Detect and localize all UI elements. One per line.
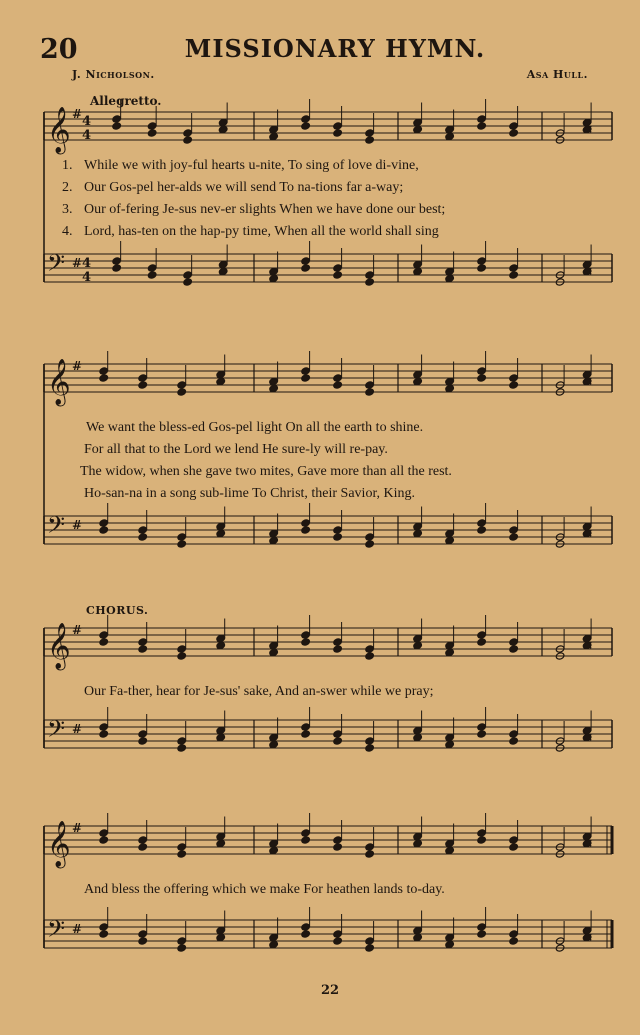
note-head (177, 944, 187, 952)
note-head (413, 832, 423, 840)
note-head (218, 267, 228, 275)
key-sharp-icon: # (72, 107, 83, 121)
note-head (216, 370, 226, 378)
note-head (138, 937, 148, 945)
note-head (99, 631, 109, 639)
note-head (269, 839, 279, 847)
note-head (99, 930, 109, 938)
key-sharp-icon: # (72, 623, 83, 637)
note-head (216, 926, 226, 934)
note-head (445, 377, 455, 385)
note-head (413, 926, 423, 934)
note-head (365, 843, 375, 851)
footer-page-number: 22 (320, 983, 340, 998)
bass-clef-icon: 𝄢 (47, 915, 66, 948)
note-head (99, 519, 109, 527)
bass-clef-icon: 𝄢 (47, 249, 66, 282)
note-head (365, 278, 375, 286)
verse-line-1: 1. While we with joy-ful hearts u-nite, To sing of love di-vine, (62, 158, 419, 173)
verse-line-1-cont: We want the bless-ed Gos-pel light On all the earth to shine. (86, 420, 424, 435)
note-head (333, 129, 343, 137)
note-head (365, 937, 375, 945)
tempo-marking: Allegretto. (90, 94, 162, 108)
note-head (216, 733, 226, 741)
note-head (365, 850, 375, 858)
note-head (216, 529, 226, 537)
key-sharp-icon: # (72, 518, 83, 532)
note-head (509, 271, 519, 279)
note-head (269, 641, 279, 649)
note-head (183, 271, 193, 279)
note-head (177, 388, 187, 396)
note-head (365, 645, 375, 653)
note-head (177, 850, 187, 858)
key-sharp-icon: # (72, 722, 83, 736)
note-head (301, 526, 311, 534)
note-head (147, 271, 157, 279)
note-head (413, 370, 423, 378)
note-head (413, 118, 423, 126)
note-head (413, 733, 423, 741)
note-head (99, 638, 109, 646)
note-head (218, 118, 228, 126)
note-head (365, 129, 375, 137)
note-head (509, 737, 519, 745)
note-head (177, 843, 187, 851)
note-head (138, 843, 148, 851)
note-head (333, 937, 343, 945)
note-head (333, 526, 343, 534)
note-head (138, 638, 148, 646)
note-head (138, 381, 148, 389)
note-head (477, 257, 487, 265)
note-head (99, 374, 109, 382)
note-head (333, 533, 343, 541)
note-head (413, 522, 423, 530)
note-head (333, 381, 343, 389)
note-head (477, 526, 487, 534)
note-head (269, 529, 279, 537)
chorus-line-1: Our Fa-ther, hear for Je-sus' sake, And an-swer while we pray; (84, 684, 434, 699)
note-head (269, 933, 279, 941)
note-head (477, 122, 487, 130)
note-head (477, 519, 487, 527)
note-head (112, 264, 122, 272)
chorus-line-2: And bless the offering which we make For heathen lands to-day. (84, 882, 445, 897)
note-head (445, 740, 455, 748)
note-head (177, 381, 187, 389)
note-head (509, 526, 519, 534)
note-head (477, 631, 487, 639)
note-head (218, 260, 228, 268)
note-head (301, 836, 311, 844)
note-head (301, 930, 311, 938)
verse-line-4-cont: Ho-san-na in a song sub-lime To Christ, their Savior, King. (84, 486, 416, 501)
note-head (216, 522, 226, 530)
note-head (301, 829, 311, 837)
treble-clef-icon: 𝄞 (47, 359, 71, 405)
note-head (509, 374, 519, 382)
note-head (138, 533, 148, 541)
note-head (445, 274, 455, 282)
note-head (301, 264, 311, 272)
note-head (445, 940, 455, 948)
verse-line-3: 3. Our of-fering Je-sus nev-er slights When we have done our best; (62, 202, 446, 217)
time-sig-bottom: 4 (82, 270, 92, 285)
note-head (138, 836, 148, 844)
verse-line-2-cont: For all that to the Lord we lend He sure-ly will re-pay. (84, 442, 388, 457)
note-head (177, 652, 187, 660)
note-head (477, 638, 487, 646)
bass-clef-icon: 𝄢 (47, 715, 66, 748)
note-head (445, 641, 455, 649)
note-head (177, 540, 187, 548)
note-head (365, 652, 375, 660)
treble-clef-icon: 𝄞 (47, 107, 71, 153)
note-head (477, 367, 487, 375)
note-head (445, 839, 455, 847)
rest-icon: × (583, 526, 594, 540)
note-head (445, 733, 455, 741)
note-head (177, 737, 187, 745)
note-head (269, 940, 279, 948)
chorus-label: CHORUS. (86, 604, 149, 617)
note-head (477, 836, 487, 844)
note-head (477, 829, 487, 837)
note-head (99, 367, 109, 375)
note-head (99, 730, 109, 738)
note-head (269, 274, 279, 282)
note-head (365, 944, 375, 952)
note-head (269, 384, 279, 392)
note-head (477, 264, 487, 272)
note-head (99, 723, 109, 731)
note-head (333, 930, 343, 938)
note-head (269, 125, 279, 133)
note-head (445, 648, 455, 656)
note-head (177, 645, 187, 653)
note-head (112, 122, 122, 130)
note-head (413, 267, 423, 275)
note-head (413, 726, 423, 734)
time-sig-top: 4 (82, 114, 92, 129)
note-head (269, 377, 279, 385)
note-head (301, 115, 311, 123)
note-head (138, 645, 148, 653)
note-head (301, 730, 311, 738)
note-head (99, 526, 109, 534)
note-head (477, 723, 487, 731)
verse-line-4: 4. Lord, has-ten on the hap-py time, When all the world shall sing (62, 224, 439, 239)
note-head (216, 726, 226, 734)
rest-icon: × (583, 374, 594, 388)
note-head (365, 533, 375, 541)
note-head (301, 638, 311, 646)
note-head (138, 730, 148, 738)
note-head (509, 730, 519, 738)
note-head (269, 648, 279, 656)
rest-icon: × (583, 930, 594, 944)
note-head (445, 846, 455, 854)
note-head (147, 129, 157, 137)
treble-clef-icon: 𝄞 (47, 821, 71, 867)
note-head (177, 744, 187, 752)
note-head (509, 381, 519, 389)
bass-clef-icon: 𝄢 (47, 511, 66, 544)
note-head (333, 122, 343, 130)
note-head (509, 129, 519, 137)
rest-icon: × (583, 730, 594, 744)
note-head (301, 923, 311, 931)
note-head (445, 933, 455, 941)
note-head (301, 631, 311, 639)
note-head (413, 260, 423, 268)
note-head (99, 829, 109, 837)
note-head (269, 733, 279, 741)
note-head (509, 836, 519, 844)
note-head (216, 933, 226, 941)
note-head (99, 836, 109, 844)
note-head (183, 129, 193, 137)
note-head (301, 723, 311, 731)
note-head (477, 730, 487, 738)
note-head (365, 136, 375, 144)
rest-icon: × (583, 264, 594, 278)
note-head (509, 645, 519, 653)
note-head (333, 843, 343, 851)
note-head (138, 737, 148, 745)
note-head (509, 638, 519, 646)
treble-clef-icon: 𝄞 (47, 623, 71, 669)
note-head (365, 744, 375, 752)
key-sharp-icon: # (72, 256, 83, 270)
note-head (509, 937, 519, 945)
note-head (216, 641, 226, 649)
note-head (413, 529, 423, 537)
note-head (138, 930, 148, 938)
note-head (333, 271, 343, 279)
note-head (269, 846, 279, 854)
note-head (177, 533, 187, 541)
note-head (147, 264, 157, 272)
note-head (509, 122, 519, 130)
note-head (365, 388, 375, 396)
note-head (365, 271, 375, 279)
note-head (301, 374, 311, 382)
note-head (301, 122, 311, 130)
note-head (333, 645, 343, 653)
note-head (333, 730, 343, 738)
hymn-title: MISSIONARY HYMN. (184, 34, 486, 63)
note-head (216, 377, 226, 385)
note-head (413, 377, 423, 385)
note-head (269, 267, 279, 275)
note-head (365, 540, 375, 548)
note-head (333, 836, 343, 844)
note-head (509, 533, 519, 541)
note-head (112, 115, 122, 123)
note-head (301, 519, 311, 527)
note-head (509, 843, 519, 851)
time-sig-bottom: 4 (82, 128, 92, 143)
note-head (413, 641, 423, 649)
rest-icon: × (583, 836, 594, 850)
note-head (445, 529, 455, 537)
note-head (445, 267, 455, 275)
note-head (445, 132, 455, 140)
note-head (147, 122, 157, 130)
rest-icon: × (583, 638, 594, 652)
note-head (365, 381, 375, 389)
note-head (333, 737, 343, 745)
note-head (509, 264, 519, 272)
composer-credit: Asa Hull. (526, 68, 588, 81)
note-head (445, 125, 455, 133)
note-head (509, 930, 519, 938)
note-head (269, 132, 279, 140)
note-head (301, 367, 311, 375)
note-head (333, 374, 343, 382)
note-head (216, 839, 226, 847)
note-head (218, 125, 228, 133)
lyricist-credit: J. Nicholson. (72, 68, 155, 81)
key-sharp-icon: # (72, 922, 83, 936)
note-head (138, 374, 148, 382)
note-head (413, 839, 423, 847)
note-head (477, 923, 487, 931)
note-head (477, 930, 487, 938)
note-head (333, 264, 343, 272)
note-head (333, 638, 343, 646)
note-head (99, 923, 109, 931)
note-head (477, 374, 487, 382)
note-head (445, 384, 455, 392)
note-head (112, 257, 122, 265)
note-head (138, 526, 148, 534)
note-head (301, 257, 311, 265)
note-head (216, 832, 226, 840)
note-head (413, 634, 423, 642)
verse-line-3-cont: The widow, when she gave two mites, Gave more than all the rest. (80, 464, 452, 479)
key-sharp-icon: # (72, 821, 83, 835)
note-head (269, 740, 279, 748)
note-head (445, 536, 455, 544)
note-head (477, 115, 487, 123)
note-head (413, 125, 423, 133)
rest-icon: × (583, 122, 594, 136)
time-sig-top: 4 (82, 256, 92, 271)
page-number: 20 (40, 34, 78, 65)
note-head (365, 737, 375, 745)
key-sharp-icon: # (72, 359, 83, 373)
note-head (183, 136, 193, 144)
note-head (413, 933, 423, 941)
note-head (177, 937, 187, 945)
note-head (269, 536, 279, 544)
note-head (183, 278, 193, 286)
verse-line-2: 2. Our Gos-pel her-alds we will send To na-tions far a-way; (62, 180, 404, 195)
note-head (216, 634, 226, 642)
